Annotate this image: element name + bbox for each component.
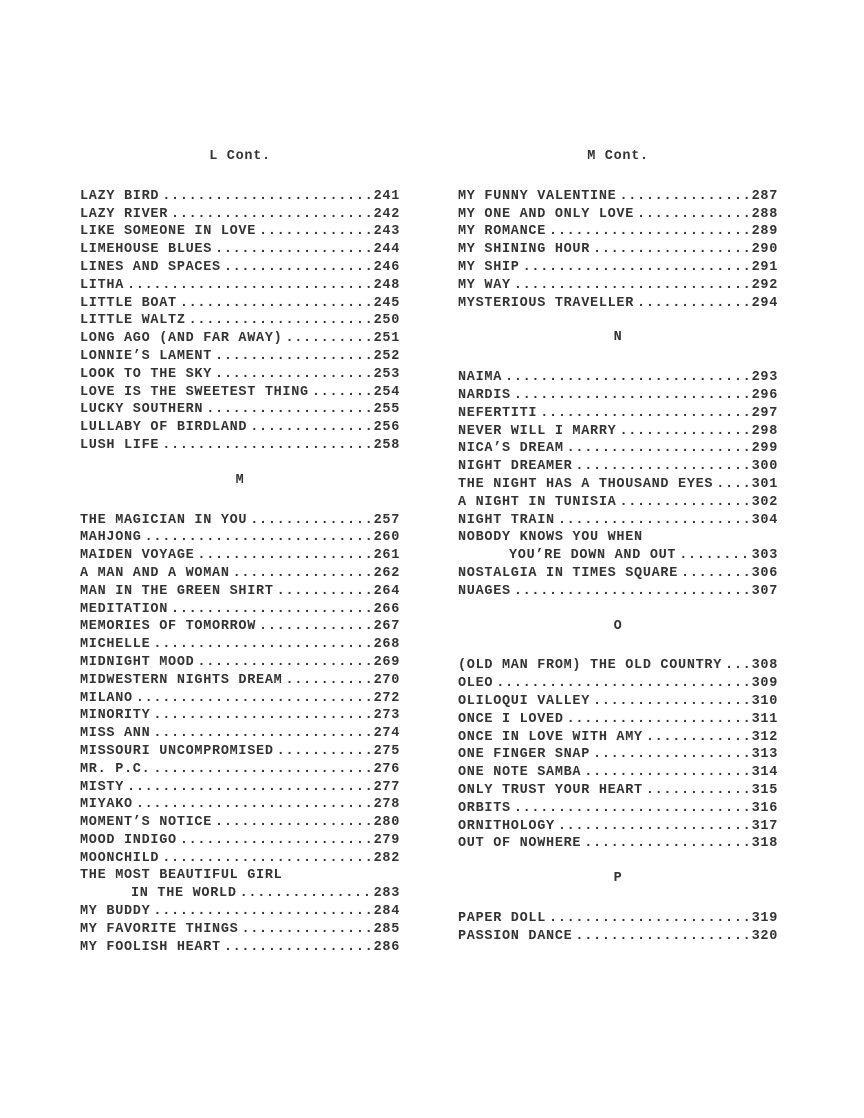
index-entry-row	[80, 565, 400, 583]
page-number: 312	[751, 729, 778, 745]
page-number: 242	[373, 206, 400, 222]
song-title: ORNITHOLOGY	[458, 818, 555, 834]
page-number: 269	[373, 654, 400, 670]
index-entry-row	[80, 583, 400, 601]
page-number: 292	[751, 277, 778, 293]
page-number: 315	[751, 782, 778, 798]
page-number: 272	[373, 690, 400, 706]
page-number: 316	[751, 800, 778, 816]
page-number: 301	[751, 476, 778, 492]
dot-leader	[215, 241, 371, 259]
page-number: 276	[373, 761, 400, 777]
index-entry-row	[80, 814, 400, 832]
song-title: THE MAGICIAN IN YOU	[80, 512, 248, 528]
page-number: 252	[373, 348, 400, 364]
index-entry-row	[80, 512, 400, 530]
song-title: MY SHIP	[458, 259, 520, 275]
page-number: 255	[373, 402, 400, 418]
dot-leader	[127, 277, 371, 295]
index-entry-row	[80, 867, 400, 885]
song-title: MOMENT’S NOTICE	[80, 815, 213, 831]
page-number: 302	[751, 494, 778, 510]
index-entry-row	[80, 707, 400, 725]
page-number: 277	[373, 779, 400, 795]
song-title: MISTY	[80, 779, 125, 795]
dot-leader	[153, 761, 370, 779]
song-title: ONLY TRUST YOUR HEART	[458, 782, 643, 798]
index-entry-row	[80, 529, 400, 547]
dot-leader	[646, 782, 749, 800]
index-entry-row	[80, 259, 400, 277]
song-title: MISSOURI UNCOMPROMISED	[80, 743, 274, 759]
song-title: MILANO	[80, 690, 133, 706]
page-number: 253	[373, 366, 400, 382]
dot-leader	[197, 654, 370, 672]
index-entry-row	[458, 583, 778, 601]
dot-leader	[259, 618, 371, 636]
dot-leader	[206, 401, 370, 419]
song-title: NICA’S DREAM	[458, 441, 564, 457]
page-number: 279	[373, 832, 400, 848]
index-entry-row	[80, 601, 400, 619]
song-title: LIKE SOMEONE IN LOVE	[80, 224, 257, 240]
index-columns	[80, 148, 778, 956]
page-number: 258	[373, 437, 400, 453]
page-number: 291	[751, 259, 778, 275]
index-entry-row	[458, 458, 778, 476]
song-title: NOSTALGIA IN TIMES SQUARE	[458, 565, 679, 581]
song-title: LITHA	[80, 277, 125, 293]
song-title: LUSH LIFE	[80, 437, 160, 453]
song-title: MY ROMANCE	[458, 224, 547, 240]
song-title: LITTLE WALTZ	[80, 313, 186, 329]
song-title: NUAGES	[458, 583, 511, 599]
dot-leader	[215, 814, 371, 832]
song-title: ONCE IN LOVE WITH AMY	[458, 729, 643, 745]
song-title: LINES AND SPACES	[80, 259, 221, 275]
dot-leader	[180, 832, 371, 850]
dot-leader	[584, 764, 748, 782]
dot-leader	[136, 796, 371, 814]
song-title: OLILOQUI VALLEY	[458, 693, 591, 709]
page-number: 318	[751, 836, 778, 852]
song-title: MY BUDDY	[80, 904, 151, 920]
index-entry-row	[458, 928, 778, 946]
dot-leader	[725, 657, 749, 675]
song-title: THE NIGHT HAS A THOUSAND EYES	[458, 476, 714, 492]
page-number: 290	[751, 242, 778, 258]
section-header: P	[613, 871, 623, 887]
dot-leader	[259, 223, 371, 241]
song-title: YOU’RE DOWN AND OUT	[509, 548, 677, 564]
index-entry-row	[458, 818, 778, 836]
page-number: 296	[751, 387, 778, 403]
song-title: MAN IN THE GREEN SHIRT	[80, 583, 274, 599]
page-number: 306	[751, 565, 778, 581]
dot-leader	[145, 529, 371, 547]
page-number: 254	[373, 384, 400, 400]
song-title: MINORITY	[80, 708, 151, 724]
song-title: MICHELLE	[80, 637, 151, 653]
page-number: 310	[751, 693, 778, 709]
song-title: MY FAVORITE THINGS	[80, 921, 239, 937]
page-number: 298	[751, 423, 778, 439]
index-entry-row	[458, 476, 778, 494]
index-entry-row	[80, 366, 400, 384]
dot-leader	[162, 850, 370, 868]
section-header: O	[613, 618, 623, 634]
song-title: NEVER WILL I MARRY	[458, 423, 617, 439]
dot-leader	[215, 348, 371, 366]
page-number: 248	[373, 277, 400, 293]
page-number: 256	[373, 420, 400, 436]
page-number: 288	[751, 206, 778, 222]
dot-leader	[285, 330, 370, 348]
page-number: 246	[373, 259, 400, 275]
song-title: MIDNIGHT MOOD	[80, 654, 195, 670]
dot-leader	[215, 366, 371, 384]
index-entry-row	[458, 440, 778, 458]
dot-leader	[558, 818, 749, 836]
index-entry-row	[80, 672, 400, 690]
song-title: NAIMA	[458, 370, 503, 386]
page-number: 311	[751, 711, 778, 727]
dot-leader	[514, 583, 749, 601]
dot-leader	[637, 206, 749, 224]
page-number: 268	[373, 637, 400, 653]
song-title: MY SHINING HOUR	[458, 242, 591, 258]
index-entry-row	[458, 277, 778, 295]
dot-leader	[189, 312, 371, 330]
song-title: MISS ANN	[80, 726, 151, 742]
section-header: M Cont.	[587, 149, 649, 164]
index-entry-row	[80, 401, 400, 419]
song-title: NOBODY KNOWS YOU WHEN	[458, 530, 643, 546]
dot-leader	[171, 601, 371, 619]
index-column-left	[80, 148, 400, 956]
dot-leader	[575, 458, 748, 476]
dot-leader	[136, 690, 371, 708]
page-number: 317	[751, 818, 778, 834]
page-number: 241	[373, 188, 400, 204]
index-entry-row	[80, 636, 400, 654]
page-number: 266	[373, 601, 400, 617]
index-entry-row	[80, 419, 400, 437]
dot-leader	[619, 188, 748, 206]
index-entry-row	[458, 188, 778, 206]
page-number: 289	[751, 224, 778, 240]
dot-leader	[558, 512, 749, 530]
page-number: 297	[751, 405, 778, 421]
page-number: 262	[373, 565, 400, 581]
dot-leader	[523, 259, 749, 277]
page-number: 294	[751, 295, 778, 311]
page-number: 261	[373, 548, 400, 564]
song-title: ONCE I LOVED	[458, 711, 564, 727]
index-entry-row	[458, 369, 778, 387]
dot-leader	[241, 921, 370, 939]
page-number: 274	[373, 726, 400, 742]
index-entry-row	[458, 547, 778, 565]
dot-leader	[549, 223, 749, 241]
song-title: LOOK TO THE SKY	[80, 366, 213, 382]
page-number: 245	[373, 295, 400, 311]
index-entry-row	[80, 903, 400, 921]
song-title: MEMORIES OF TOMORROW	[80, 619, 257, 635]
index-entry-row	[458, 764, 778, 782]
page-number: 314	[751, 765, 778, 781]
dot-leader	[285, 672, 370, 690]
index-entry-row	[458, 206, 778, 224]
song-title: LITTLE BOAT	[80, 295, 177, 311]
song-title: MR. P.C.	[80, 761, 151, 777]
page-number: 313	[751, 747, 778, 763]
index-entry-row	[80, 618, 400, 636]
song-title: THE MOST BEAUTIFUL GIRL	[80, 868, 283, 884]
dot-leader	[153, 903, 370, 921]
index-entry-row	[458, 675, 778, 693]
page-number: 273	[373, 708, 400, 724]
song-title: LOVE IS THE SWEETEST THING	[80, 384, 309, 400]
song-title: (OLD MAN FROM) THE OLD COUNTRY	[458, 658, 723, 674]
page-number: 275	[373, 743, 400, 759]
dot-leader	[514, 277, 749, 295]
dot-leader	[637, 295, 749, 313]
dot-leader	[716, 476, 748, 494]
dot-leader	[277, 743, 371, 761]
song-title: NIGHT TRAIN	[458, 512, 555, 528]
index-entry-row	[80, 437, 400, 455]
dot-leader	[153, 636, 370, 654]
dot-leader	[224, 939, 371, 957]
page-number: 307	[751, 583, 778, 599]
dot-leader	[681, 565, 749, 583]
song-title: PAPER DOLL	[458, 910, 547, 926]
page-number: 287	[751, 188, 778, 204]
index-entry-row	[80, 547, 400, 565]
index-entry-row	[458, 657, 778, 675]
song-title: LUCKY SOUTHERN	[80, 402, 204, 418]
index-entry-row	[458, 746, 778, 764]
page-number: 267	[373, 619, 400, 635]
index-entry-row	[458, 782, 778, 800]
song-title: MY FUNNY VALENTINE	[458, 188, 617, 204]
dot-leader	[584, 835, 748, 853]
index-entry-row	[80, 939, 400, 957]
index-entry-row	[458, 387, 778, 405]
index-entry-row	[458, 693, 778, 711]
index-entry-row	[458, 800, 778, 818]
page-number: 243	[373, 224, 400, 240]
dot-leader	[180, 295, 371, 313]
dot-leader	[240, 885, 371, 903]
page-number: 303	[751, 548, 778, 564]
index-entry-row	[458, 711, 778, 729]
index-entry-row	[80, 796, 400, 814]
dot-leader	[162, 437, 370, 455]
index-entry-row	[458, 241, 778, 259]
dot-leader	[575, 928, 748, 946]
index-entry-row	[458, 295, 778, 313]
section-header: N	[613, 330, 623, 346]
index-entry-row	[80, 188, 400, 206]
dot-leader	[567, 711, 749, 729]
index-entry-row	[458, 512, 778, 530]
page-number: 319	[751, 910, 778, 926]
page-number: 309	[751, 676, 778, 692]
page-number: 300	[751, 459, 778, 475]
index-entry-row	[458, 259, 778, 277]
dot-leader	[233, 565, 371, 583]
section-header: M	[235, 472, 245, 488]
song-title: LAZY RIVER	[80, 206, 169, 222]
index-entry-row	[80, 312, 400, 330]
dot-leader	[679, 547, 748, 565]
page-number: 260	[373, 530, 400, 546]
song-title: A NIGHT IN TUNISIA	[458, 494, 617, 510]
page-number: 264	[373, 583, 400, 599]
page-number: 283	[373, 886, 400, 902]
song-title: MIDWESTERN NIGHTS DREAM	[80, 672, 283, 688]
index-entry-row	[80, 779, 400, 797]
dot-leader	[250, 512, 370, 530]
dot-leader	[619, 423, 748, 441]
dot-leader	[514, 800, 749, 818]
page-number: 282	[373, 850, 400, 866]
song-title: LONG AGO (AND FAR AWAY)	[80, 331, 283, 347]
index-entry-row	[80, 850, 400, 868]
index-entry-row	[458, 529, 778, 547]
index-entry-row	[458, 835, 778, 853]
song-title: LULLABY OF BIRDLAND	[80, 420, 248, 436]
song-title: MYSTERIOUS TRAVELLER	[458, 295, 635, 311]
dot-leader	[593, 746, 749, 764]
song-title: NIGHT DREAMER	[458, 459, 573, 475]
song-title: ORBITS	[458, 800, 511, 816]
dot-leader	[505, 369, 749, 387]
song-title: OUT OF NOWHERE	[458, 836, 582, 852]
song-title: OLEO	[458, 676, 494, 692]
index-entry-row	[80, 885, 400, 903]
song-title: PASSION DANCE	[458, 928, 573, 944]
index-entry-row	[80, 241, 400, 259]
page-number: 308	[751, 658, 778, 674]
index-entry-row	[80, 743, 400, 761]
song-title: A MAN AND A WOMAN	[80, 565, 230, 581]
page-number: 250	[373, 313, 400, 329]
index-entry-row	[80, 330, 400, 348]
page-number: 278	[373, 797, 400, 813]
page-number: 280	[373, 815, 400, 831]
dot-leader	[312, 384, 371, 402]
index-entry-row	[458, 565, 778, 583]
dot-leader	[549, 910, 749, 928]
index-entry-row	[80, 277, 400, 295]
index-entry-row	[80, 690, 400, 708]
page-number: 251	[373, 331, 400, 347]
dot-leader	[646, 729, 749, 747]
dot-leader	[567, 440, 749, 458]
index-entry-row	[458, 423, 778, 441]
page-number: 304	[751, 512, 778, 528]
dot-leader	[593, 241, 749, 259]
page-number: 284	[373, 904, 400, 920]
index-entry-row	[80, 223, 400, 241]
dot-leader	[153, 707, 370, 725]
dot-leader	[496, 675, 748, 693]
song-title: MEDITATION	[80, 601, 169, 617]
song-title: MY WAY	[458, 277, 511, 293]
song-title: ONE NOTE SAMBA	[458, 765, 582, 781]
index-entry-row	[80, 295, 400, 313]
dot-leader	[153, 725, 370, 743]
page-number: 299	[751, 441, 778, 457]
page-number: 320	[751, 928, 778, 944]
song-title: MOONCHILD	[80, 850, 160, 866]
dot-leader	[224, 259, 371, 277]
song-title: MAHJONG	[80, 530, 142, 546]
index-entry-row	[458, 729, 778, 747]
page-number: 285	[373, 921, 400, 937]
index-entry-row	[458, 494, 778, 512]
dot-leader	[250, 419, 370, 437]
index-entry-row	[458, 405, 778, 423]
song-title: NEFERTITI	[458, 405, 538, 421]
dot-leader	[127, 779, 371, 797]
dot-leader	[162, 188, 370, 206]
page-number: 257	[373, 512, 400, 528]
section-header: L Cont.	[209, 149, 271, 164]
index-entry-row	[80, 761, 400, 779]
song-title: MIYAKO	[80, 797, 133, 813]
dot-leader	[593, 693, 749, 711]
page-number: 270	[373, 672, 400, 688]
index-entry-row	[80, 384, 400, 402]
song-title: ONE FINGER SNAP	[458, 747, 591, 763]
song-title: MY ONE AND ONLY LOVE	[458, 206, 635, 222]
index-entry-row	[458, 223, 778, 241]
dot-leader	[171, 206, 371, 224]
index-entry-row	[80, 725, 400, 743]
index-entry-row	[458, 910, 778, 928]
song-title: LAZY BIRD	[80, 188, 160, 204]
dot-leader	[540, 405, 748, 423]
song-title: IN THE WORLD	[131, 886, 237, 902]
page-number: 286	[373, 939, 400, 955]
dot-leader	[197, 547, 370, 565]
song-title: MAIDEN VOYAGE	[80, 548, 195, 564]
song-title: NARDIS	[458, 387, 511, 403]
song-title: MY FOOLISH HEART	[80, 939, 221, 955]
page-number: 244	[373, 242, 400, 258]
index-entry-row	[80, 206, 400, 224]
dot-leader	[277, 583, 371, 601]
index-entry-row	[80, 921, 400, 939]
dot-leader	[619, 494, 748, 512]
song-title: LONNIE’S LAMENT	[80, 348, 213, 364]
index-entry-row	[80, 832, 400, 850]
index-entry-row	[80, 654, 400, 672]
song-title: MOOD INDIGO	[80, 832, 177, 848]
song-title: LIMEHOUSE BLUES	[80, 242, 213, 258]
page-number: 293	[751, 370, 778, 386]
index-column-right	[458, 148, 778, 956]
dot-leader	[514, 387, 749, 405]
index-entry-row	[80, 348, 400, 366]
